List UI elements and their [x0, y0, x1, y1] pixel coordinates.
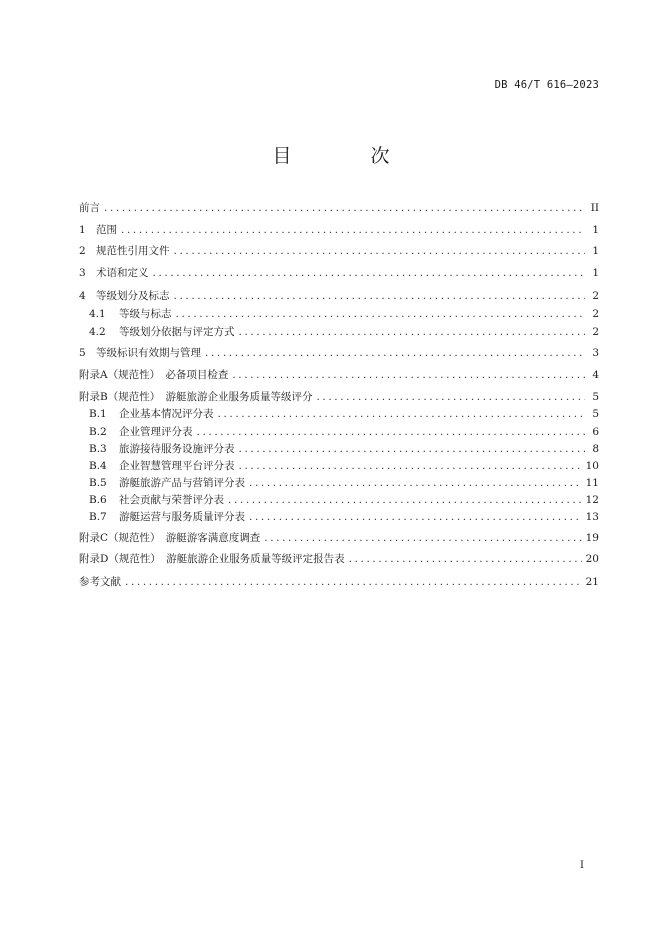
toc-leader-dots	[121, 222, 585, 238]
toc-entry-number: 4.1	[89, 308, 106, 320]
toc-entry-label: 术语和定义	[96, 267, 149, 279]
toc-entry-label: 游艇旅游产品与营销评分表	[119, 477, 245, 489]
toc-entry[interactable]	[79, 389, 599, 405]
toc-entry-label: 旅游接待服务设施评分表	[119, 443, 235, 455]
toc-entry-number: B.1	[89, 408, 107, 420]
toc-entry-page: 3	[592, 347, 599, 359]
toc-entry-number: 2	[79, 245, 86, 257]
toc-entry-page: 10	[585, 460, 599, 472]
toc-leader-dots	[176, 306, 586, 322]
toc-entry[interactable]	[79, 345, 599, 361]
toc-entry-label: 社会贡献与荣誉评分表	[119, 494, 224, 506]
toc-leader-dots	[349, 551, 582, 567]
toc-entry-page: 11	[585, 477, 599, 489]
toc-entry[interactable]	[79, 243, 599, 259]
toc-leader-dots	[239, 324, 586, 340]
toc-entry-page: 21	[585, 576, 599, 588]
toc-entry[interactable]	[89, 441, 599, 457]
toc-entry-page: 2	[592, 308, 599, 320]
toc-entry-label: 企业基本情况评分表	[119, 408, 214, 420]
document-id: DB 46/T 616—2023	[494, 79, 599, 91]
toc-entry-label: 等级与标志	[119, 308, 172, 320]
toc-entry-page: 12	[585, 494, 599, 506]
toc-entry-number: B.7	[89, 511, 107, 523]
toc-entry-page: 6	[592, 426, 599, 438]
toc-leader-dots	[174, 288, 586, 304]
toc-leader-dots	[205, 345, 585, 361]
toc-entry-page: 5	[592, 391, 599, 403]
toc-entry[interactable]	[89, 458, 599, 474]
toc-entry-label: 等级划分及标志	[96, 290, 170, 302]
toc-entry-page: 2	[592, 326, 599, 338]
toc-entry-label: 附录B（规范性） 游艇旅游企业服务质量等级评分	[79, 391, 313, 403]
toc-entry-page: 5	[592, 408, 599, 420]
toc-entry-number: 3	[79, 267, 86, 279]
toc-leader-dots	[153, 265, 586, 281]
toc-entry-number: 5	[79, 347, 86, 359]
toc-entry-number: 4	[79, 290, 86, 302]
toc-entry-page: 2	[592, 290, 599, 302]
toc-entry-label: 范围	[96, 224, 117, 236]
toc-entry-number: B.2	[89, 426, 107, 438]
toc-entry[interactable]	[79, 551, 599, 567]
toc-entry-number: B.3	[89, 443, 107, 455]
toc-leader-dots	[264, 530, 581, 546]
toc-entry-page: 1	[592, 245, 599, 257]
toc-entry-page: 1	[592, 267, 599, 279]
toc-entry-page: 8	[592, 443, 599, 455]
toc-entry-label: 附录A（规范性） 必备项目检查	[79, 369, 229, 381]
toc-entry-page: II	[590, 202, 599, 214]
toc-entry-number: 4.2	[89, 326, 106, 338]
toc-entry-label: 附录C（规范性） 游艇游客满意度调查	[79, 532, 261, 544]
toc-entry-label: 等级划分依据与评定方式	[119, 326, 235, 338]
toc-entry-label: 附录D（规范性） 游艇旅游企业服务质量等级评定报告表	[79, 553, 345, 565]
toc-entry-label: 企业智慧管理平台评分表	[119, 460, 235, 472]
page-number: I	[580, 860, 584, 871]
toc-entry-label: 参考文献	[79, 576, 121, 588]
toc-entry-page: 4	[592, 369, 599, 381]
toc-entry-label: 规范性引用文件	[96, 245, 170, 257]
toc-entry[interactable]	[89, 492, 599, 508]
toc-leader-dots	[218, 406, 586, 422]
toc-entry-page: 13	[585, 511, 599, 523]
toc-entry-number: B.4	[89, 460, 107, 472]
toc-entry[interactable]	[79, 367, 599, 383]
toc-entry-label: 等级标识有效期与管理	[96, 347, 201, 359]
toc-entry[interactable]	[89, 306, 599, 322]
toc-leader-dots	[239, 458, 582, 474]
toc-entry[interactable]	[89, 324, 599, 340]
toc-leader-dots	[316, 389, 585, 405]
toc-entry-label: 前言	[79, 202, 100, 214]
toc-entry[interactable]	[89, 509, 599, 525]
toc-entry-page: 19	[585, 532, 599, 544]
toc-leader-dots	[197, 424, 586, 440]
toc-entry-page: 1	[592, 224, 599, 236]
toc-entry[interactable]	[79, 222, 599, 238]
toc-entry[interactable]	[89, 475, 599, 491]
toc-entry[interactable]	[89, 406, 599, 422]
toc-entry[interactable]	[79, 200, 599, 216]
toc-leader-dots	[232, 367, 585, 383]
toc-leader-dots	[249, 509, 582, 525]
toc-heading: 目 次	[272, 145, 420, 167]
toc-entry-number: B.6	[89, 494, 107, 506]
toc-leader-dots	[228, 492, 582, 508]
toc-entry[interactable]	[89, 424, 599, 440]
toc-leader-dots	[104, 200, 585, 216]
toc-entry[interactable]	[79, 288, 599, 304]
toc-entry-label: 企业管理评分表	[119, 426, 193, 438]
toc-leader-dots	[174, 243, 586, 259]
toc-entry[interactable]	[79, 265, 599, 281]
toc-leader-dots	[125, 574, 582, 590]
toc-entry-number: B.5	[89, 477, 107, 489]
toc-leader-dots	[249, 475, 582, 491]
toc-leader-dots	[239, 441, 586, 457]
toc-entry-label: 游艇运营与服务质量评分表	[119, 511, 245, 523]
toc-entry[interactable]	[79, 530, 599, 546]
toc-entry[interactable]	[79, 574, 599, 590]
toc-entry-number: 1	[79, 224, 86, 236]
toc-entry-page: 20	[585, 553, 599, 565]
